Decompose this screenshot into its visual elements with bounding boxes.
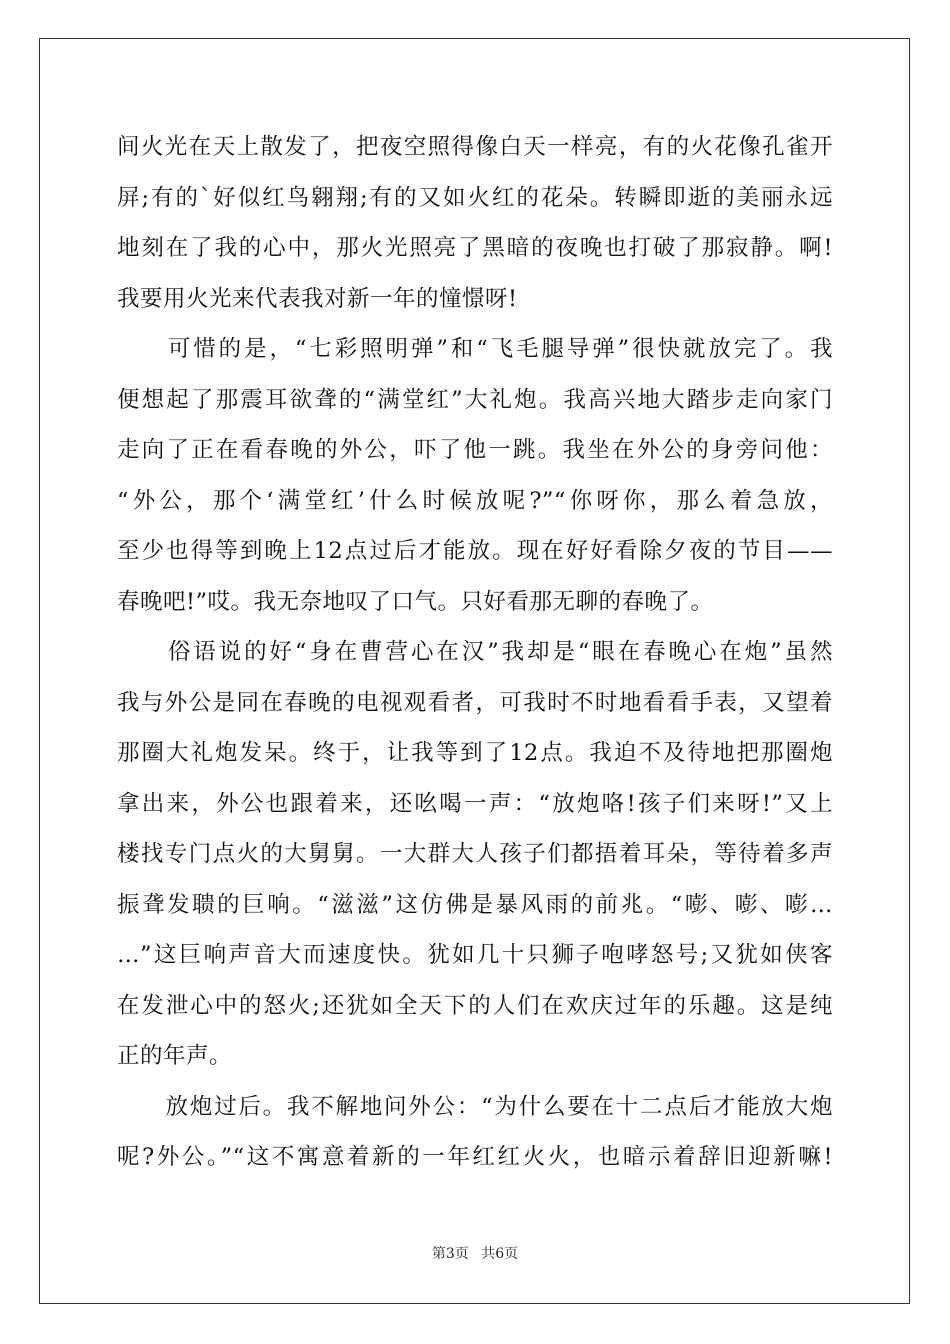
- text-line: 那圈大礼炮发呆。终于，让我等到了12点。我迫不及待地把那圈炮: [117, 740, 833, 766]
- text-line: “外公，那个‘满堂红’什么时候放呢?”“你呀你，那么着急放，: [117, 487, 833, 514]
- text-line: 我要用火光来代表我对新一年的憧憬呀!: [117, 285, 518, 312]
- text-line: …”这巨响声音大而速度快。犹如几十只狮子咆哮怒号;又犹如侠客: [117, 942, 833, 968]
- page-number: 第3页: [431, 1246, 469, 1262]
- text-line: 拿出来，外公也跟着来，还吆喝一声：“放炮咯!孩子们来呀!”又上: [117, 790, 833, 817]
- text-line: 走向了正在看春晚的外公，吓了他一跳。我坐在外公的身旁问他：: [117, 437, 833, 463]
- paragraph-1: [117, 122, 833, 324]
- text-line: 我与外公是同在春晚的电视观看者，可我时不时地看看手表，又望着: [117, 689, 833, 716]
- text-line: 地刻在了我的心中，那火光照亮了黑暗的夜晚也打破了那寂静。啊!: [117, 235, 833, 261]
- text-line: 便想起了那震耳欲聋的“满堂红”大礼炮。我高兴地大踏步走向家门: [117, 386, 833, 413]
- paragraph-4: [117, 1082, 833, 1183]
- paragraph-3: [117, 627, 833, 1082]
- text-line: 正的年声。: [117, 1043, 233, 1069]
- text-line: 屏;有的`好似红鸟翱翔;有的又如火红的花朵。转瞬即逝的美丽永远: [117, 184, 833, 211]
- text-line: 可惜的是，“七彩照明弹”和“飞毛腿导弹”很快就放完了。我: [117, 336, 833, 362]
- text-line: 呢?外公。”“这不寓意着新的一年红红火火，也暗示着辞旧迎新嘛!: [117, 1144, 833, 1170]
- text-line: 至少也得等到晚上12点过后才能放。现在好好看除夕夜的节目——: [117, 538, 833, 564]
- text-line: 俗语说的好“身在曹营心在汉”我却是“眼在春晚心在炮”虽然: [117, 639, 833, 665]
- text-line: 在发泄心中的怒火;还犹如全天下的人们在欢庆过年的乐趣。这是纯: [117, 992, 833, 1019]
- text-line: 振聋发聩的巨响。“滋滋”这仿佛是暴风雨的前兆。“嘭、嘭、嘭…: [117, 891, 833, 918]
- paragraph-2: [117, 324, 833, 627]
- page-footer: [0, 1244, 950, 1264]
- text-line: 放炮过后。我不解地问外公：“为什么要在十二点后才能放大炮: [117, 1093, 833, 1120]
- text-line: 楼找专门点火的大舅舅。一大群大人孩子们都捂着耳朵，等待着多声: [117, 841, 833, 867]
- document-body: [117, 122, 833, 1183]
- text-line: 间火光在天上散发了，把夜空照得像白天一样亮，有的火花像孔雀开: [117, 134, 833, 160]
- page-total: 共6页: [481, 1246, 519, 1262]
- text-line: 春晚吧!”哎。我无奈地叹了口气。只好看那无聊的春晚了。: [117, 588, 714, 615]
